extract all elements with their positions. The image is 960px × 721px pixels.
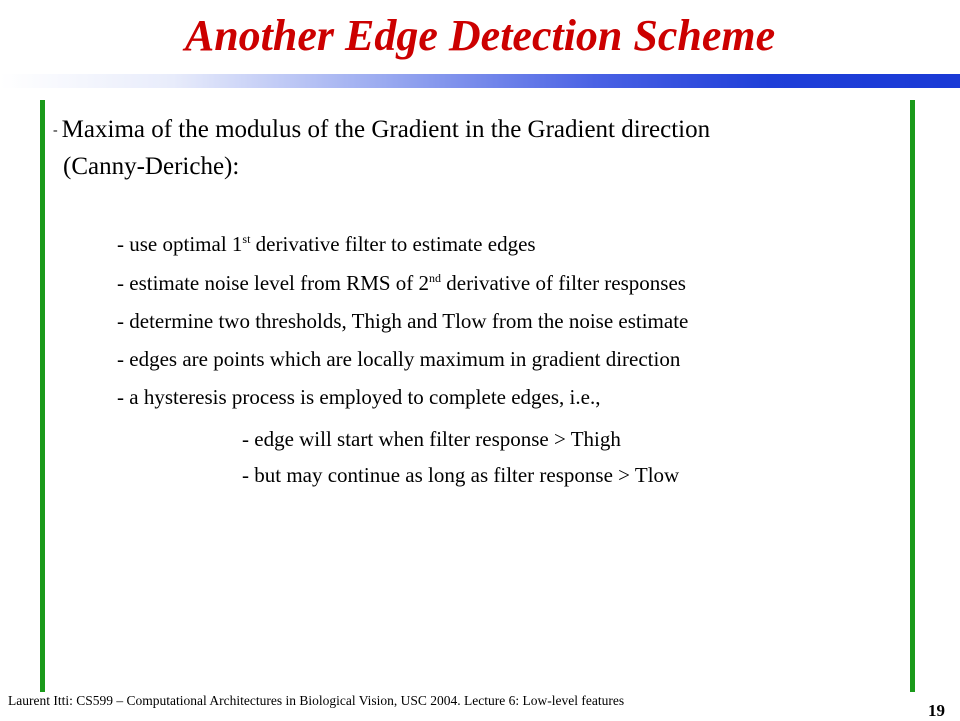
- title-underline-bar: [0, 74, 960, 88]
- bullet-text: estimate noise level from RMS of 2: [129, 271, 430, 295]
- intro-dash: -: [53, 123, 58, 139]
- bullet-text: derivative filter to estimate edges: [250, 232, 536, 256]
- superscript: nd: [429, 271, 442, 285]
- intro-line-1: Maxima of the modulus of the Gradient in the Gradient direction: [61, 116, 711, 143]
- bullet-dash: -: [117, 271, 124, 295]
- bullet-text: use optimal 1: [129, 232, 243, 256]
- intro-line-2: (Canny-Deriche):: [63, 153, 240, 181]
- bullet-dash: -: [117, 385, 124, 409]
- bullet-dash: -: [117, 309, 124, 333]
- intro-paragraph: [53, 112, 893, 185]
- bullet-item: [117, 268, 686, 301]
- bullet-item: [117, 382, 600, 412]
- sub-bullet-item: - edge will start when filter response > Thigh: [242, 427, 621, 451]
- bullet-dash: -: [117, 232, 124, 256]
- bullet-text: edges are points which are locally maximum in gradient direction: [129, 347, 681, 371]
- bullet-item: [117, 344, 680, 374]
- bullet-text: determine two thresholds, Thigh and Tlow from the noise estimate: [129, 309, 689, 333]
- left-vertical-rule: [40, 100, 45, 692]
- footer-credit: Laurent Itti: CS599 – Computational Architectures in Biological Vision, USC 2004. Lecture 6: Low-level features: [8, 693, 625, 708]
- slide-title: Another Edge Detection Scheme: [184, 11, 776, 60]
- superscript: st: [242, 232, 251, 246]
- bullet-item: [117, 229, 536, 262]
- sub-bullet-item: - but may continue as long as filter response > Tlow: [242, 463, 680, 487]
- page-number: 19: [928, 701, 945, 720]
- bullet-text: derivative of filter responses: [441, 271, 686, 295]
- bullet-text: a hysteresis process is employed to complete edges, i.e.,: [129, 385, 601, 409]
- bullet-item: [117, 306, 688, 336]
- right-vertical-rule: [910, 100, 915, 692]
- bullet-dash: -: [117, 347, 124, 371]
